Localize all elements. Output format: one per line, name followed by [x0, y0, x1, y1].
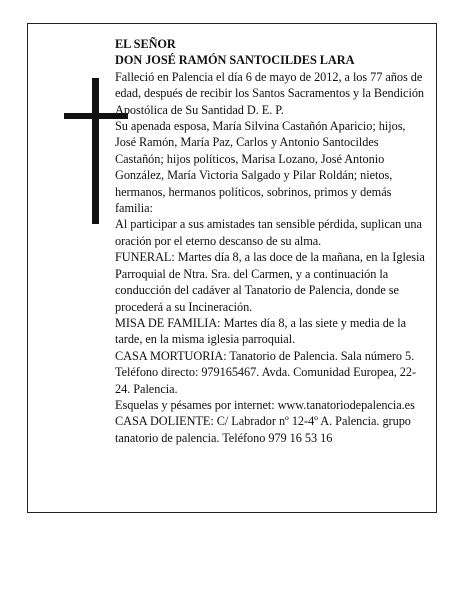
prayer-request: Al participar a sus amistades tan sensible pérdida, suplican una oración por el eterno descanso de su alma.	[115, 217, 422, 248]
online-condolences-info: Esquelas y pésames por internet: www.tanatoriodepalencia.es	[115, 397, 415, 412]
death-announcement: Falleció en Palencia el día 6 de mayo de 2012, a los 77 años de edad, después de recibir los Santos Sacramentos y la Bendición Apostólica de Su Santidad D. E. P.	[115, 69, 425, 117]
notice-text	[115, 36, 427, 446]
notice-title-name: DON JOSÉ RAMÓN SANTOCILDES LARA	[115, 53, 355, 68]
funeral-info: FUNERAL: Martes día 8, a las doce de la mañana, en la Iglesia Parroquial de Ntra. Sra. del Carmen, y a continuación la conducción del cadáver al Tanatorio de Palencia, donde se procederá a su Incineración.	[115, 250, 425, 314]
notice-title-honorific: EL SEÑOR	[115, 37, 176, 51]
family-mass-info: MISA DE FAMILIA: Martes día 8, a las siete y media de la tarde, en la misma iglesia parroquial.	[115, 315, 407, 347]
wake-location-info: CASA MORTUORIA: Tanatorio de Palencia. Sala número 5. Teléfono directo: 979165467. Avda. Comunidad Europea, 22-24. Palencia.	[115, 348, 417, 396]
cross-vertical-bar	[92, 78, 99, 224]
family-home-info: CASA DOLIENTE: C/ Labrador nº 12-4º A. Palencia. grupo tanatorio de palencia. Teléfono 979 16 53 16	[115, 414, 411, 445]
family-list: Su apenada esposa, María Silvina Castañón Aparicio; hijos, José Ramón, María Paz, Carlos y Antonio Santocildes Castañón; hijos políticos, Marisa Lozano, José Antonio González, María Victoria Salgado y Pilar Roldán; nietos, hermanos, hermanos políticos, sobrinos, primos y demás familia:	[115, 119, 406, 216]
